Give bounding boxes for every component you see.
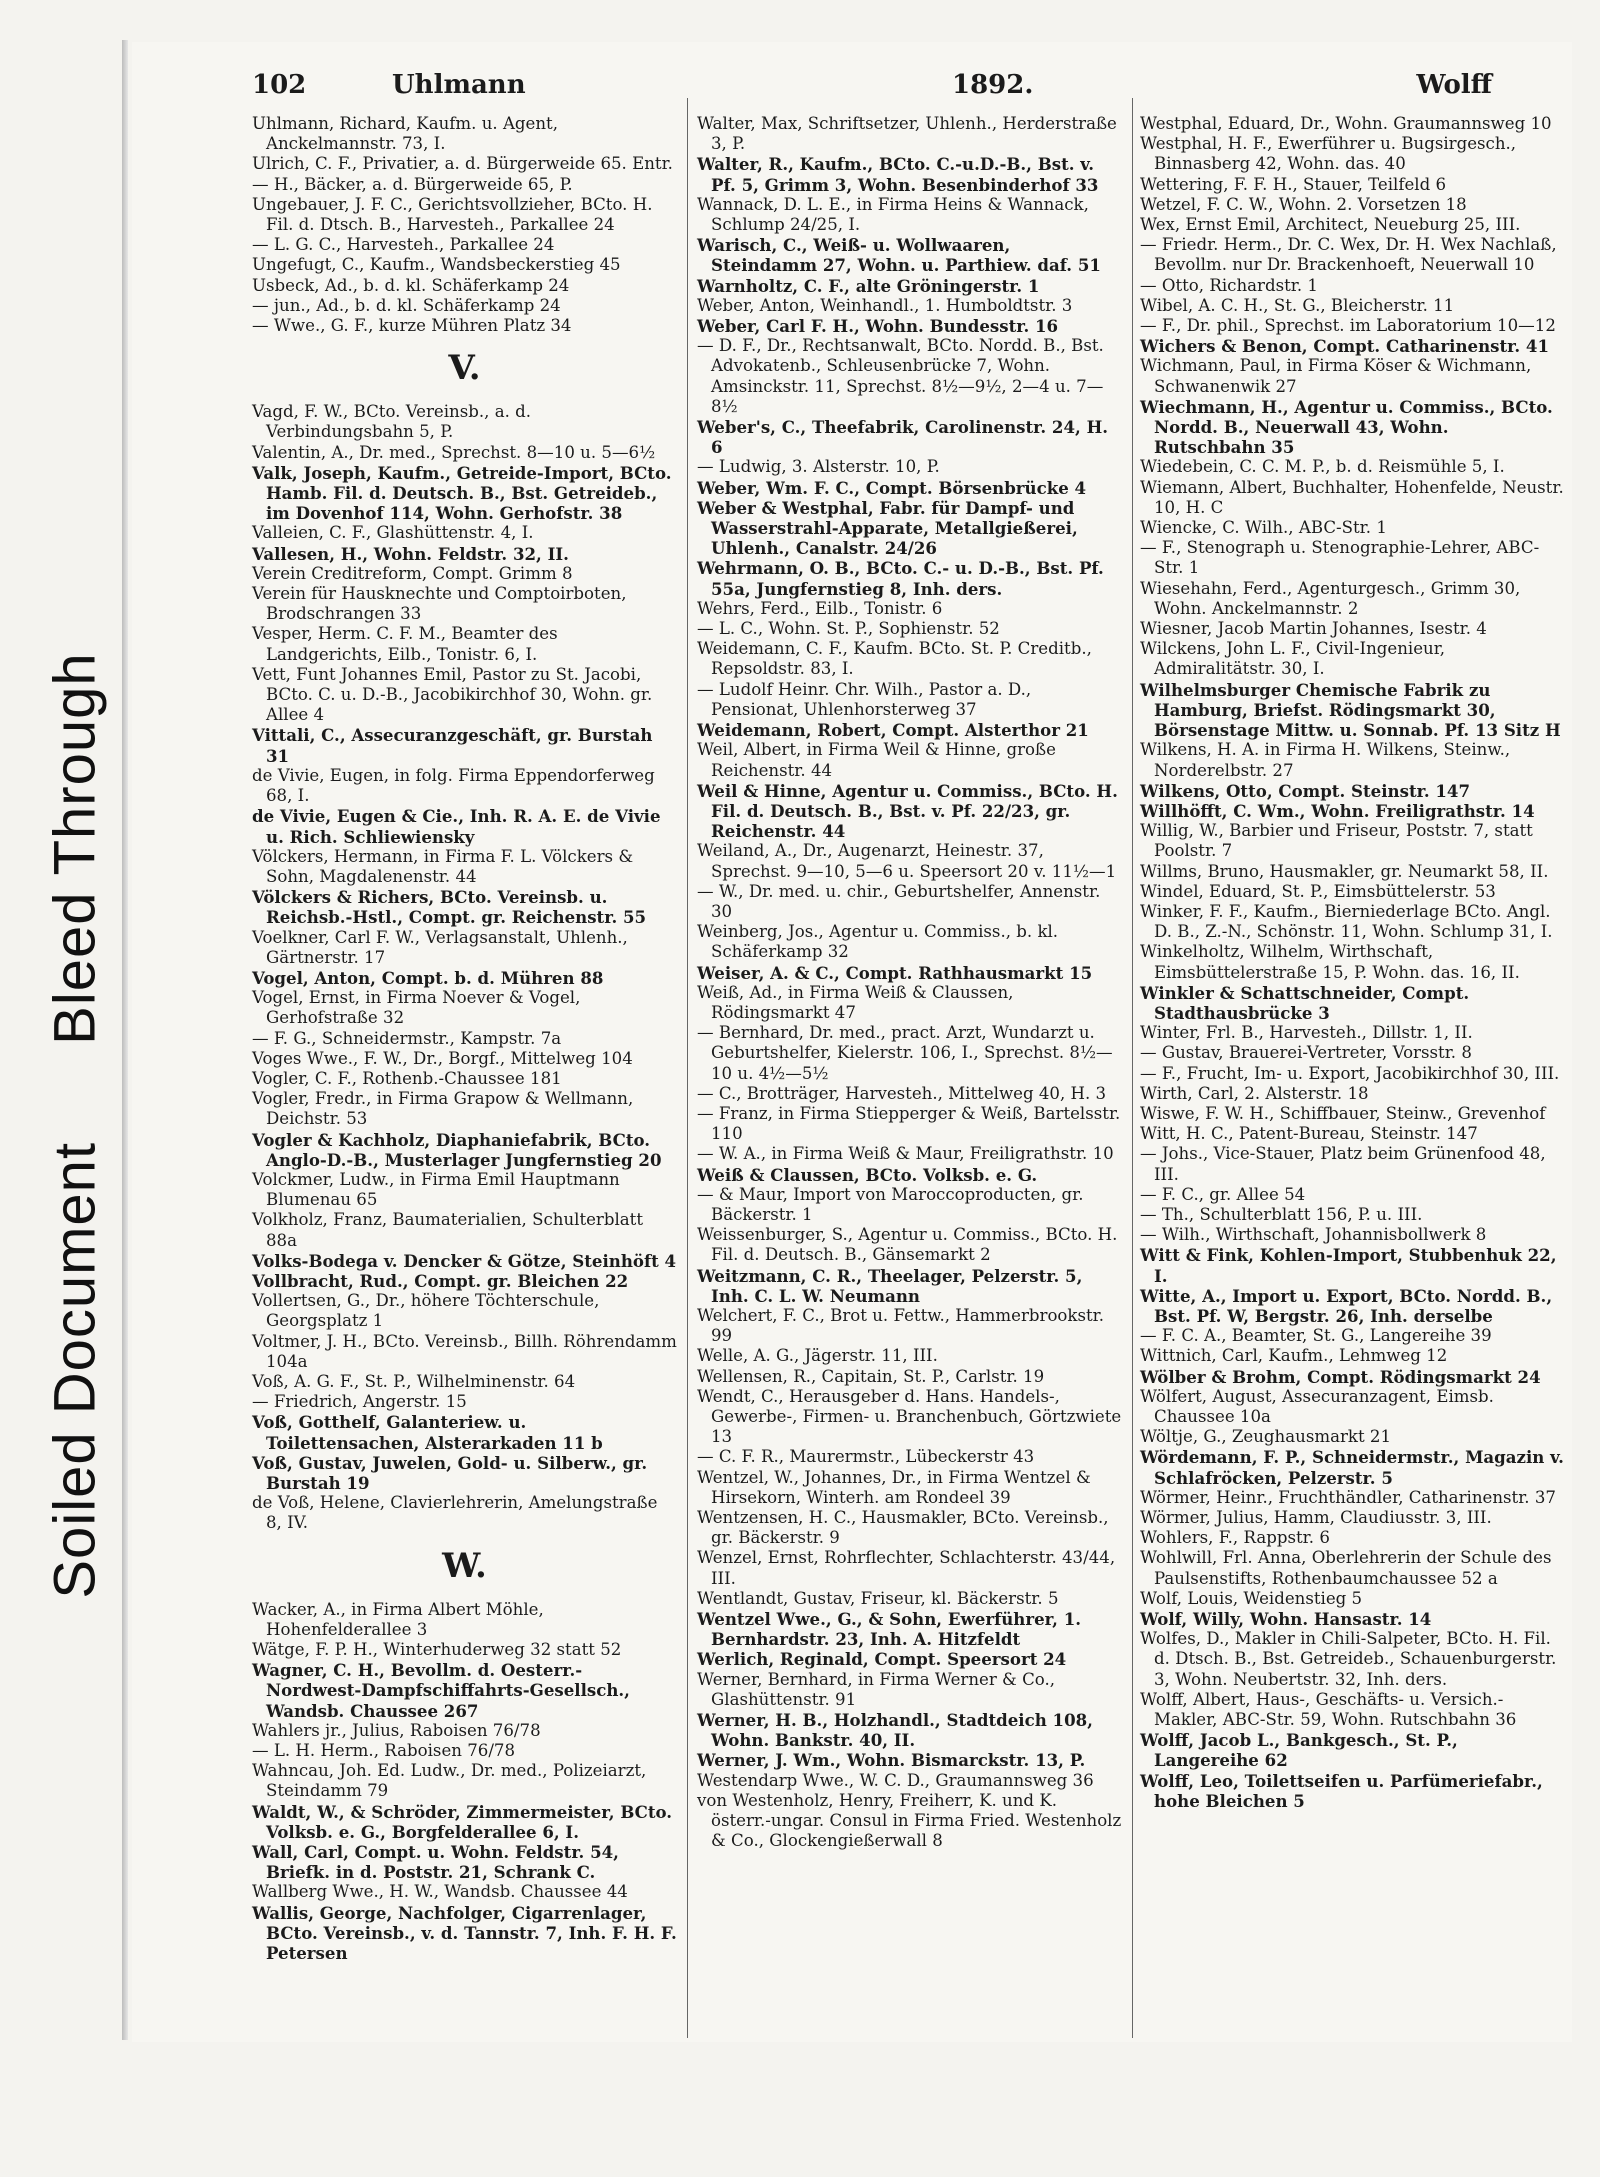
directory-entry: Vogler & Kachholz, Diaphaniefabrik, BCto. Anglo-D.-B., Musterlager Jungfernstieg 20 <box>252 1129 662 1170</box>
directory-entry: Weissenburger, S., Agentur u. Commiss., BCto. H. Fil. d. Deutsch. B., Gänsemarkt 2 <box>697 1225 1118 1265</box>
directory-entry: — F., Frucht, Im- u. Export, Jacobikirchhof 30, III. <box>1140 1063 1560 1083</box>
directory-entry: Witte, A., Import u. Export, BCto. Nordd. B., Bst. Pf. W, Bergstr. 26, Inh. derselbe <box>1140 1285 1553 1326</box>
section-letter: W. <box>442 1545 487 1586</box>
directory-entry: Wolff, Albert, Haus-, Geschäfts- u. Versich.-Makler, ABC-Str. 59, Wohn. Rutschbahn 36 <box>1140 1689 1517 1730</box>
directory-entry: Vagd, F. W., BCto. Vereinsb., a. d. Verbindungsbahn 5, P. <box>252 402 532 442</box>
directory-entry: Winter, Frl. B., Harvesteh., Dillstr. 1, II. <box>1140 1023 1473 1043</box>
directory-entry: Weinberg, Jos., Agentur u. Commiss., b. kl. Schäferkamp 32 <box>697 922 1059 962</box>
directory-entry: Weitzmann, C. R., Theelager, Pelzerstr. 5, Inh. C. L. W. Neumann <box>697 1265 1083 1306</box>
directory-entry: de Voß, Helene, Clavierlehrerin, Amelungstraße 8, IV. <box>252 1493 658 1533</box>
directory-entry: Willig, W., Barbier und Friseur, Poststr. 7, statt Poolstr. 7 <box>1140 821 1533 861</box>
directory-entry: — F. G., Schneidermstr., Kampstr. 7a <box>252 1028 562 1048</box>
directory-entry: Wiemann, Albert, Buchhalter, Hohenfelde, Neustr. 10, H. C <box>1140 477 1564 517</box>
directory-entry: Witt, H. C., Patent-Bureau, Steinstr. 147 <box>1140 1124 1478 1144</box>
directory-entry: — C. F. R., Maurermstr., Lübeckerstr 43 <box>697 1447 1035 1467</box>
directory-entry: Weil & Hinne, Agentur u. Commiss., BCto. H. Fil. d. Deutsch. B., Bst. v. Pf. 22/23, gr. Reichenstr. 44 <box>697 780 1118 842</box>
directory-entry: Westphal, Eduard, Dr., Wohn. Graumannsweg 10 <box>1140 114 1552 133</box>
directory-entry: Witt & Fink, Kohlen-Import, Stubbenhuk 22, I. <box>1140 1245 1557 1286</box>
directory-entry: Wannack, D. L. E., in Firma Heins & Wannack, Schlump 24/25, I. <box>697 194 1089 235</box>
directory-entry: — Th., Schulterblatt 156, P. u. III. <box>1140 1204 1423 1224</box>
column-3 <box>1140 114 1565 1811</box>
directory-entry: Willms, Bruno, Hausmakler, gr. Neumarkt 58, II. <box>1140 861 1549 881</box>
directory-entry: Werlich, Reginald, Compt. Speersort 24 <box>697 1649 1067 1670</box>
directory-entry: Voelkner, Carl F. W., Verlagsanstalt, Uhlenh., Gärtnerstr. 17 <box>252 927 628 967</box>
directory-entry: Vittali, C., Assecuranzgeschäft, gr. Burstah 31 <box>252 725 653 766</box>
directory-entry: Wehrmann, O. B., BCto. C.- u. D.-B., Bst. Pf. 55a, Jungfernstieg 8, Inh. ders. <box>697 558 1104 599</box>
directory-entry: de Vivie, Eugen, in folg. Firma Eppendorferweg 68, I. <box>252 765 655 806</box>
directory-entry: — jun., Ad., b. d. kl. Schäferkamp 24 <box>252 295 561 315</box>
directory-entry: — Friedr. Herm., Dr. C. Wex, Dr. H. Wex Nachlaß, Bevollm. nur Dr. Brackenhoeft, Neuerwall 10 <box>1140 235 1557 275</box>
directory-entry: Vogler, Fredr., in Firma Grapow & Wellmann, Deichstr. 53 <box>252 1089 634 1129</box>
directory-entry: Volks-Bodega v. Dencker & Götze, Steinhöft 4 <box>252 1250 677 1271</box>
directory-entry: Wittnich, Carl, Kaufm., Lehmweg 12 <box>1140 1346 1448 1366</box>
directory-entry: — F., Dr. phil., Sprechst. im Laboratorium 10—12 <box>1140 316 1556 336</box>
directory-entry: Wilhelmsburger Chemische Fabrik zu Hamburg, Briefst. Rödingsmarkt 30, Börsenstage Mittw. u. Sonnab. Pf. 13 Sitz H <box>1140 679 1561 741</box>
directory-entry: Willhöfft, C. Wm., Wohn. Freiligrathstr. 14 <box>1140 800 1535 821</box>
directory-entry: Wall, Carl, Compt. u. Wohn. Feldstr. 54, Briefk. in d. Poststr. 21, Schrank C. <box>252 1842 619 1883</box>
header-right: Wolff <box>1416 70 1492 100</box>
directory-entry: Wölber & Brohm, Compt. Rödingsmarkt 24 <box>1140 1366 1541 1387</box>
directory-entry: Weil, Albert, in Firma Weil & Hinne, große Reichenstr. 44 <box>697 740 1056 780</box>
bleed-through-label: Bleed Through <box>42 651 108 1045</box>
directory-entry: Welchert, F. C., Brot u. Fettw., Hammerbrookstr. 99 <box>697 1305 1105 1346</box>
directory-entry: Winker, F. F., Kaufm., Bierniederlage BCto. Angl. D. B., Z.-N., Schönstr. 11, Wohn. Schlump 31, I. <box>1140 901 1553 942</box>
directory-entry: Weiß & Claussen, BCto. Volksb. e. G. <box>697 1164 1038 1185</box>
directory-entry: Verein für Hausknechte und Comptoirboten, Brodschrangen 33 <box>252 584 627 624</box>
directory-entry: Vallesen, H., Wohn. Feldstr. 32, II. <box>252 543 569 564</box>
directory-entry: Wex, Ernst Emil, Architect, Neueburg 25, III. <box>1140 215 1521 235</box>
scan-edge <box>122 40 128 2040</box>
directory-entry: — Johs., Vice-Stauer, Platz beim Grünenfood 48, III. <box>1140 1144 1546 1184</box>
directory-entry: Warisch, C., Weiß- u. Wollwaaren, Steindamm 27, Wohn. u. Parthiew. daf. 51 <box>697 235 1101 276</box>
directory-entry: Wiencke, C. Wilh., ABC-Str. 1 <box>1140 518 1387 538</box>
directory-entry: Voß, A. G. F., St. P., Wilhelminenstr. 64 <box>252 1371 576 1391</box>
directory-entry: Wallis, George, Nachfolger, Cigarrenlager, BCto. Vereinsb., v. d. Tannstr. 7, Inh. F. H. F. Petersen <box>252 1902 677 1964</box>
directory-entry: Voß, Gotthelf, Galanteriew. u. Toilettensachen, Alsterarkaden 11 b <box>252 1412 603 1453</box>
directory-entry: Weber, Anton, Weinhandl., 1. Humboldtstr. 3 <box>697 295 1073 315</box>
directory-entry: Volckmer, Ludw., in Firma Emil Hauptmann Blumenau 65 <box>252 1169 620 1210</box>
directory-entry: Wibel, A. C. H., St. G., Bleicherstr. 11 <box>1140 295 1455 315</box>
directory-entry: Wördemann, F. P., Schneidermstr., Magazin v. Schlafröcken, Pelzerstr. 5 <box>1140 1447 1564 1488</box>
directory-entry: Weiser, A. & C., Compt. Rathhausmarkt 15 <box>697 962 1093 983</box>
directory-entry: Weber, Wm. F. C., Compt. Börsenbrücke 4 <box>697 477 1087 498</box>
directory-entry: Winkelholtz, Wilhelm, Wirthschaft, Eimsbüttelerstraße 15, P. Wohn. das. 16, II. <box>1140 942 1520 982</box>
directory-entry: — Gustav, Brauerei-Vertreter, Vorsstr. 8 <box>1140 1043 1472 1063</box>
directory-entry: Wöltje, G., Zeughausmarkt 21 <box>1140 1427 1392 1447</box>
directory-entry: Wehrs, Ferd., Eilb., Tonistr. 6 <box>697 598 943 618</box>
directory-entry: Wilkens, Otto, Compt. Steinstr. 147 <box>1140 780 1471 801</box>
directory-entry: Weiland, A., Dr., Augenarzt, Heinestr. 37, Sprechst. 9—10, 5—6 u. Speersort 20 v. 11½—1 <box>697 841 1117 881</box>
directory-entry: Wolf, Louis, Weidenstieg 5 <box>1140 1588 1363 1608</box>
directory-entry: Vett, Funt Johannes Emil, Pastor zu St. Jacobi, BCto. C. u. D.-B., Jacobikirchhof 30, Wohn. gr. Allee 4 <box>252 664 653 725</box>
directory-entry: — L. C., Wohn. St. P., Sophienstr. 52 <box>697 619 1000 639</box>
directory-entry: Wohlwill, Frl. Anna, Oberlehrerin der Schule des Paulsenstifts, Rothenbaumchaussee 52 a <box>1140 1548 1552 1588</box>
column-1 <box>252 114 677 1963</box>
directory-entry: Wahncau, Joh. Ed. Ludw., Dr. med., Polizeiarzt, Steindamm 79 <box>252 1761 647 1801</box>
directory-entry: — W., Dr. med. u. chir., Geburtshelfer, Annenstr. 30 <box>697 881 1101 921</box>
directory-entry: Wolff, Jacob L., Bankgesch., St. P., Langereihe 62 <box>1140 1730 1458 1771</box>
document-page <box>132 42 1572 2042</box>
directory-entry: Weidemann, C. F., Kaufm. BCto. St. P. Creditb., Repsoldstr. 83, I. <box>697 639 1092 679</box>
directory-entry: Wohlers, F., Rappstr. 6 <box>1140 1528 1330 1548</box>
directory-entry: Wagner, C. H., Bevollm. d. Oesterr.-Nordwest-Dampfschiffahrts-Gesellsch., Wandsb. Chaussee 267 <box>252 1660 630 1721</box>
directory-entry: Völckers, Hermann, in Firma F. L. Völckers & Sohn, Magdalenenstr. 44 <box>252 846 634 886</box>
page-number: 102 <box>252 70 307 100</box>
directory-entry: Wilckens, John L. F., Civil-Ingenieur, Admiralitätstr. 30, I. <box>1140 639 1446 679</box>
soiled-document-label: Soiled Document <box>42 1141 108 1599</box>
header-left: Uhlmann <box>392 70 526 100</box>
page-header <box>252 70 1532 110</box>
directory-entry: Westendarp Wwe., W. C. D., Graumannsweg 36 <box>697 1770 1094 1790</box>
directory-entry: Waldt, W., & Schröder, Zimmermeister, BCto. Volksb. e. G., Borgfelderallee 6, I. <box>252 1801 673 1842</box>
directory-entry: Ulrich, C. F., Privatier, a. d. Bürgerweide 65. Entr. <box>252 154 673 174</box>
directory-entry: Walter, Max, Schriftsetzer, Uhlenh., Herderstraße 3, P. <box>697 114 1117 154</box>
directory-entry: Windel, Eduard, St. P., Eimsbüttelerstr. 53 <box>1140 881 1496 901</box>
directory-entry: Werner, H. B., Holzhandl., Stadtdeich 108, Wohn. Bankstr. 40, II. <box>697 1710 1093 1751</box>
directory-entry: Weber & Westphal, Fabr. für Dampf- und Wasserstrahl-Apparate, Metallgießerei, Uhlenh., Canalstr. 24/26 <box>697 497 1078 559</box>
directory-entry: Wörmer, Heinr., Fruchthändler, Catharinenstr. 37 <box>1140 1487 1556 1507</box>
column-2 <box>697 114 1122 1851</box>
directory-entry: Westphal, H. F., Ewerführer u. Bugsirgesch., Binnasberg 42, Wohn. das. 40 <box>1140 134 1517 174</box>
directory-entry: Werner, Bernhard, in Firma Werner & Co., Glashüttenstr. 91 <box>697 1669 1056 1709</box>
directory-entry: Valentin, A., Dr. med., Sprechst. 8—10 u. 5—6½ <box>252 442 656 462</box>
directory-entry: Weidemann, Robert, Compt. Alsterthor 21 <box>697 720 1089 741</box>
directory-entry: Wichmann, Paul, in Firma Köser & Wichmann, Schwanenwik 27 <box>1140 356 1532 396</box>
directory-entry: Wilkens, H. A. in Firma H. Wilkens, Steinw., Norderelbstr. 27 <box>1140 740 1511 780</box>
directory-entry: Wettering, F. F. H., Stauer, Teilfeld 6 <box>1140 174 1447 194</box>
directory-entry: Wiechmann, H., Agentur u. Commiss., BCto. Nordd. B., Neuerwall 43, Wohn. Rutschbahn 35 <box>1140 396 1553 458</box>
directory-entry: Wacker, A., in Firma Albert Möhle, Hohenfelderallee 3 <box>252 1599 544 1639</box>
directory-entry: Wolff, Leo, Toilettseifen u. Parfümeriefabr., hohe Bleichen 5 <box>1140 1770 1543 1811</box>
directory-entry: — & Maur, Import von Maroccoproducten, gr. Bäckerstr. 1 <box>697 1184 1084 1224</box>
directory-entry: Wentzensen, H. C., Hausmakler, BCto. Vereinsb., gr. Bäckerstr. 9 <box>697 1508 1109 1548</box>
directory-entry: Wendt, C., Herausgeber d. Hans. Handels-, Gewerbe-, Firmen- u. Branchenbuch, Görtzwiete 13 <box>697 1386 1122 1447</box>
directory-entry: von Westenholz, Henry, Freiherr, K. und K. österr.-ungar. Consul in Firma Fried. Westenholz & Co., Glockengießerwall 8 <box>697 1790 1122 1851</box>
section-letter: V. <box>448 348 481 389</box>
directory-entry: — C., Brotträger, Harvesteh., Mittelweg 40, H. 3 <box>697 1083 1107 1103</box>
directory-entry: Vollertsen, G., Dr., höhere Töchterschule, Georgsplatz 1 <box>252 1291 600 1331</box>
directory-entry: Ungebauer, J. F. C., Gerichtsvollzieher, BCto. H. Fil. d. Dtsch. B., Harvesteh., Parkallee 24 <box>252 194 653 235</box>
directory-entry: Wellensen, R., Capitain, St. P., Carlstr. 19 <box>697 1366 1045 1386</box>
directory-entry: Wichers & Benon, Compt. Catharinenstr. 41 <box>1140 336 1550 357</box>
directory-entry: — Ludwig, 3. Alsterstr. 10, P. <box>697 457 940 477</box>
directory-entry: Vogler, C. F., Rothenb.-Chaussee 181 <box>252 1068 562 1088</box>
directory-entry: Weiß, Ad., in Firma Weiß & Claussen, Rödingsmarkt 47 <box>697 982 1014 1022</box>
directory-entry: Weber's, C., Theefabrik, Carolinenstr. 24, H. 6 <box>697 417 1109 458</box>
directory-entry: Völckers & Richers, BCto. Vereinsb. u. Reichsb.-Hstl., Compt. gr. Reichenstr. 55 <box>252 887 647 928</box>
directory-entry: Ungefugt, C., Kaufm., Wandsbeckerstieg 45 <box>252 255 621 275</box>
directory-entry: Volkholz, Franz, Baumaterialien, Schulterblatt 88a <box>252 1210 644 1250</box>
directory-entry: Vollbracht, Rud., Compt. gr. Bleichen 22 <box>252 1270 629 1291</box>
directory-entry: Verein Creditreform, Compt. Grimm 8 <box>252 563 573 583</box>
directory-entry: Wetzel, F. C. W., Wohn. 2. Vorsetzen 18 <box>1140 194 1467 214</box>
directory-entry: Voges Wwe., F. W., Dr., Borgf., Mittelweg 104 <box>252 1048 633 1068</box>
directory-entry: — F., Stenograph u. Stenographie-Lehrer, ABC-Str. 1 <box>1140 538 1540 578</box>
directory-entry: — Franz, in Firma Stiepperger & Weiß, Bartelsstr. 110 <box>697 1103 1121 1144</box>
directory-entry: — Bernhard, Dr. med., pract. Arzt, Wundarzt u. Geburtshelfer, Kielerstr. 106, I., Sprechst. 8½—10 u. 4½—5½ <box>697 1023 1113 1083</box>
directory-entry: Weber, Carl F. H., Wohn. Bundesstr. 16 <box>697 316 1059 337</box>
directory-entry: Valk, Joseph, Kaufm., Getreide-Import, BCto. Hamb. Fil. d. Deutsch. B., Bst. Getreideb., im Dovenhof 114, Wohn. Gerhofstr. 38 <box>252 462 672 524</box>
column-rule <box>1132 98 1133 2038</box>
column-rule <box>687 98 688 2038</box>
side-label <box>20 300 130 1950</box>
directory-entry: Wentlandt, Gustav, Friseur, kl. Bäckerstr. 5 <box>697 1588 1059 1608</box>
directory-entry: Usbeck, Ad., b. d. kl. Schäferkamp 24 <box>252 275 570 295</box>
directory-entry: Wiesehahn, Ferd., Agenturgesch., Grimm 30, Wohn. Anckelmannstr. 2 <box>1140 578 1521 618</box>
directory-entry: Wiswe, F. W. H., Schiffbauer, Steinw., Grevenhof <box>1140 1103 1546 1123</box>
directory-entry: Warnholtz, C. F., alte Gröningerstr. 1 <box>697 275 1040 296</box>
directory-entry: — Friedrich, Angerstr. 15 <box>252 1392 467 1412</box>
directory-entry: Wiedebein, C. C. M. P., b. d. Reismühle 5, I. <box>1140 457 1505 477</box>
directory-entry: Wenzel, Ernst, Rohrflechter, Schlachterstr. 43/44, III. <box>697 1548 1116 1588</box>
directory-entry: — F. C. A., Beamter, St. G., Langereihe 39 <box>1140 1326 1492 1346</box>
directory-entry: Welle, A. G., Jägerstr. 11, III. <box>697 1346 938 1366</box>
directory-entry: Wahlers jr., Julius, Raboisen 76/78 <box>252 1720 541 1740</box>
directory-entry: — D. F., Dr., Rechtsanwalt, BCto. Nordd. B., Bst. Advokatenb., Schleusenbrücke 7, Wohn. Amsinckstr. 11, Sprechst. 8½—9½, 2—4 u. 7—8½ <box>697 336 1104 416</box>
directory-entry: — L. G. C., Harvesteh., Parkallee 24 <box>252 235 555 255</box>
directory-entry: Wirth, Carl, 2. Alsterstr. 18 <box>1140 1083 1369 1103</box>
directory-entry: Wolfes, D., Makler in Chili-Salpeter, BCto. H. Fil. d. Dtsch. B., Bst. Getreideb., Schauenburgerstr. 3, Wohn. Neubertstr. 32, Inh. ders. <box>1140 1629 1557 1689</box>
directory-entry: Valleien, C. F., Glashüttenstr. 4, I. <box>252 523 534 543</box>
directory-entry: Wentzel, W., Johannes, Dr., in Firma Wentzel & Hirsekorn, Winterh. am Rondeel 39 <box>697 1467 1091 1507</box>
directory-entry: Vogel, Anton, Compt. b. d. Mühren 88 <box>252 967 604 988</box>
directory-entry: Vesper, Herm. C. F. M., Beamter des Landgerichts, Eilb., Tonistr. 6, I. <box>252 624 558 664</box>
directory-entry: — Wwe., G. F., kurze Mühren Platz 34 <box>252 316 572 336</box>
directory-entry: Wätge, F. P. H., Winterhuderweg 32 statt 52 <box>252 1640 622 1660</box>
directory-entry: — Wilh., Wirthschaft, Johannisbollwerk 8 <box>1140 1225 1487 1245</box>
directory-entry: Wörmer, Julius, Hamm, Claudiusstr. 3, III. <box>1140 1508 1492 1528</box>
directory-entry: Voß, Gustav, Juwelen, Gold- u. Silberw., gr. Burstah 19 <box>252 1452 648 1493</box>
directory-entry: Werner, J. Wm., Wohn. Bismarckstr. 13, P. <box>697 1750 1086 1771</box>
directory-entry: — Ludolf Heinr. Chr. Wilh., Pastor a. D., Pensionat, Uhlenhorsterweg 37 <box>697 679 1032 719</box>
header-center: 1892. <box>952 70 1034 100</box>
directory-entry: Voltmer, J. H., BCto. Vereinsb., Billh. Röhrendamm 104a <box>252 1331 677 1371</box>
directory-entry: Wallberg Wwe., H. W., Wandsb. Chaussee 44 <box>252 1882 628 1902</box>
directory-entry: Winkler & Schattschneider, Compt. Stadthausbrücke 3 <box>1140 982 1470 1023</box>
directory-entry: — L. H. Herm., Raboisen 76/78 <box>252 1741 516 1761</box>
directory-entry: — W. A., in Firma Weiß & Maur, Freiligrathstr. 10 <box>697 1144 1114 1164</box>
directory-entry: Wölfert, August, Assecuranzagent, Eimsb. Chaussee 10a <box>1140 1386 1494 1426</box>
directory-entry: — Otto, Richardstr. 1 <box>1140 275 1318 295</box>
directory-entry: Wentzel Wwe., G., & Sohn, Ewerführer, 1. Bernhardstr. 23, Inh. A. Hitzfeldt <box>697 1609 1082 1650</box>
directory-entry: — F. C., gr. Allee 54 <box>1140 1184 1306 1204</box>
directory-entry: Walter, R., Kaufm., BCto. C.-u.D.-B., Bst. v. Pf. 5, Grimm 3, Wohn. Besenbinderhof 33 <box>697 154 1099 195</box>
directory-entry: de Vivie, Eugen & Cie., Inh. R. A. E. de Vivie u. Rich. Schliewiensky <box>252 806 661 847</box>
directory-entry: — H., Bäcker, a. d. Bürgerweide 65, P. <box>252 174 573 194</box>
directory-entry: Wolf, Willy, Wohn. Hansastr. 14 <box>1140 1609 1432 1630</box>
directory-entry: Uhlmann, Richard, Kaufm. u. Agent, Anckelmannstr. 73, I. <box>252 114 559 154</box>
directory-entry: Vogel, Ernst, in Firma Noever & Vogel, Gerhofstraße 32 <box>252 988 581 1028</box>
directory-entry: Wiesner, Jacob Martin Johannes, Isestr. 4 <box>1140 619 1487 639</box>
